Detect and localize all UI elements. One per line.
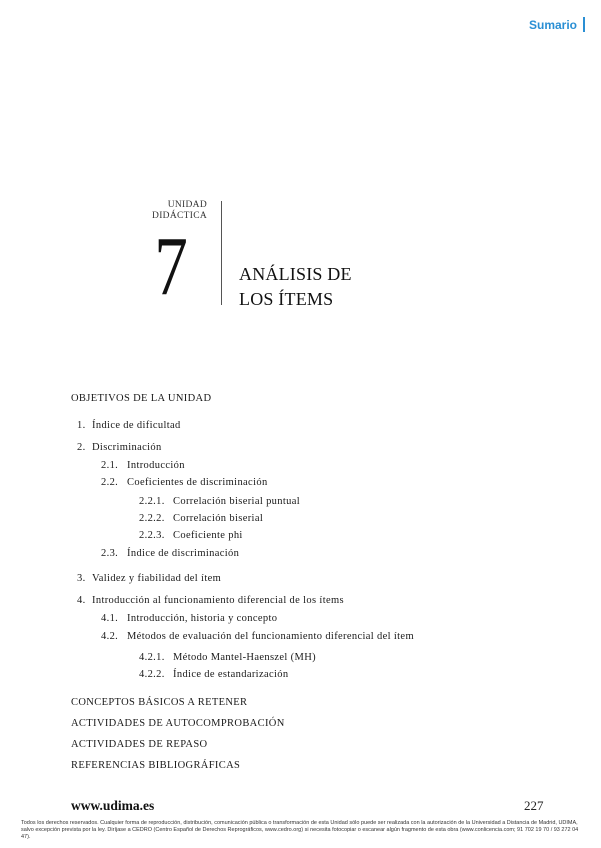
toc-item[interactable] [101, 477, 268, 488]
toc-item-text: Índice de estandarización [173, 669, 289, 680]
toc-item-number: 2.2.2. [139, 513, 165, 524]
toc-item-text: Introducción, historia y concepto [127, 613, 278, 624]
toc-item[interactable] [77, 573, 221, 584]
toc-item-text: Método Mantel-Haenszel (MH) [173, 652, 316, 663]
toc-item-text: Índice de dificultad [92, 420, 181, 431]
toc-item-text: Índice de discriminación [127, 548, 240, 559]
sumario-label: Sumario [528, 17, 577, 32]
unit-title [239, 262, 352, 312]
toc-item[interactable] [77, 420, 181, 431]
toc-item-text: Métodos de evaluación del funcionamiento diferencial del ítem [127, 631, 414, 642]
toc-item-number: 4.2. [101, 631, 119, 642]
toc-item-number: 2.3. [101, 548, 119, 559]
legal-notice: Todos los derechos reservados. Cualquier forma de reproducción, distribución, comunicación pública o transformación de esta Unidad sólo puede ser realizada con la autorización de la Universidad a Distancia de Madrid, UDIMA, salvo excepción prevista por la ley. Diríjase a CEDRO (Centro Español de Derechos Reprográficos, www.cedro.org) si necesita fotocopiar o escanear algún fragmento de esta obra (www.conlicencia.com; 91 702 19 70 / 93 272 04 47). [21, 820, 579, 840]
toc-item[interactable] [139, 513, 263, 524]
toc-item-number: 4.2.2. [139, 669, 165, 680]
toc-item-number: 4.1. [101, 613, 119, 624]
page-number: 227 [524, 798, 544, 813]
toc-item[interactable] [77, 442, 162, 453]
toc-item[interactable] [139, 669, 288, 680]
toc-item-number: 4. [77, 595, 86, 606]
toc-item[interactable] [139, 496, 300, 507]
toc-item[interactable] [101, 460, 185, 471]
unit-divider [221, 201, 222, 305]
toc-item-number: 1. [77, 420, 86, 431]
toc-item-text: Validez y fiabilidad del ítem [92, 573, 222, 584]
toc-item[interactable] [101, 631, 414, 642]
footer-url[interactable]: www.udima.es [71, 798, 155, 813]
toc-item-number: 2.1. [101, 460, 119, 471]
unit-number: 7 [154, 220, 188, 313]
toc-item-text: Discriminación [92, 442, 162, 453]
toc-section-repaso[interactable]: ACTIVIDADES DE REPASO [71, 739, 208, 750]
toc-section-referencias[interactable]: REFERENCIAS BIBLIOGRÁFICAS [71, 760, 241, 771]
toc-item-text: Introducción al funcionamiento diferencial de los ítems [92, 595, 344, 606]
toc-item[interactable] [139, 652, 316, 663]
toc-item[interactable] [77, 595, 344, 606]
toc-item[interactable] [101, 548, 239, 559]
toc-section-autocomprobacion[interactable]: ACTIVIDADES DE AUTOCOMPROBACIÓN [71, 718, 285, 729]
toc-item[interactable] [139, 530, 243, 541]
sumario-link[interactable] [529, 17, 585, 32]
toc-item-number: 2.2. [101, 477, 119, 488]
unit-title-line1: ANÁLISIS DE [239, 264, 352, 284]
unit-label-line1: UNIDAD [167, 200, 207, 210]
toc-item[interactable] [101, 613, 277, 624]
toc-item-text: Introducción [127, 460, 185, 471]
unit-title-line2: LOS ÍTEMS [239, 289, 334, 309]
toc-objectives[interactable]: OBJETIVOS DE LA UNIDAD [71, 393, 212, 404]
toc-item-number: 2. [77, 442, 86, 453]
toc-item-number: 2.2.3. [139, 530, 165, 541]
toc-item-text: Correlación biserial [173, 513, 264, 524]
sumario-bar [583, 17, 585, 32]
toc-item-number: 3. [77, 573, 86, 584]
toc-item-number: 4.2.1. [139, 652, 165, 663]
toc-item-text: Coeficientes de discriminación [127, 477, 268, 488]
toc-item-text: Coeficiente phi [173, 530, 243, 541]
toc-section-conceptos[interactable]: CONCEPTOS BÁSICOS A RETENER [71, 697, 248, 708]
unit-label [140, 200, 207, 222]
toc-item-number: 2.2.1. [139, 496, 165, 507]
unit-label-line2: DIDÁCTICA [152, 211, 207, 221]
toc-item-text: Correlación biserial puntual [173, 496, 301, 507]
